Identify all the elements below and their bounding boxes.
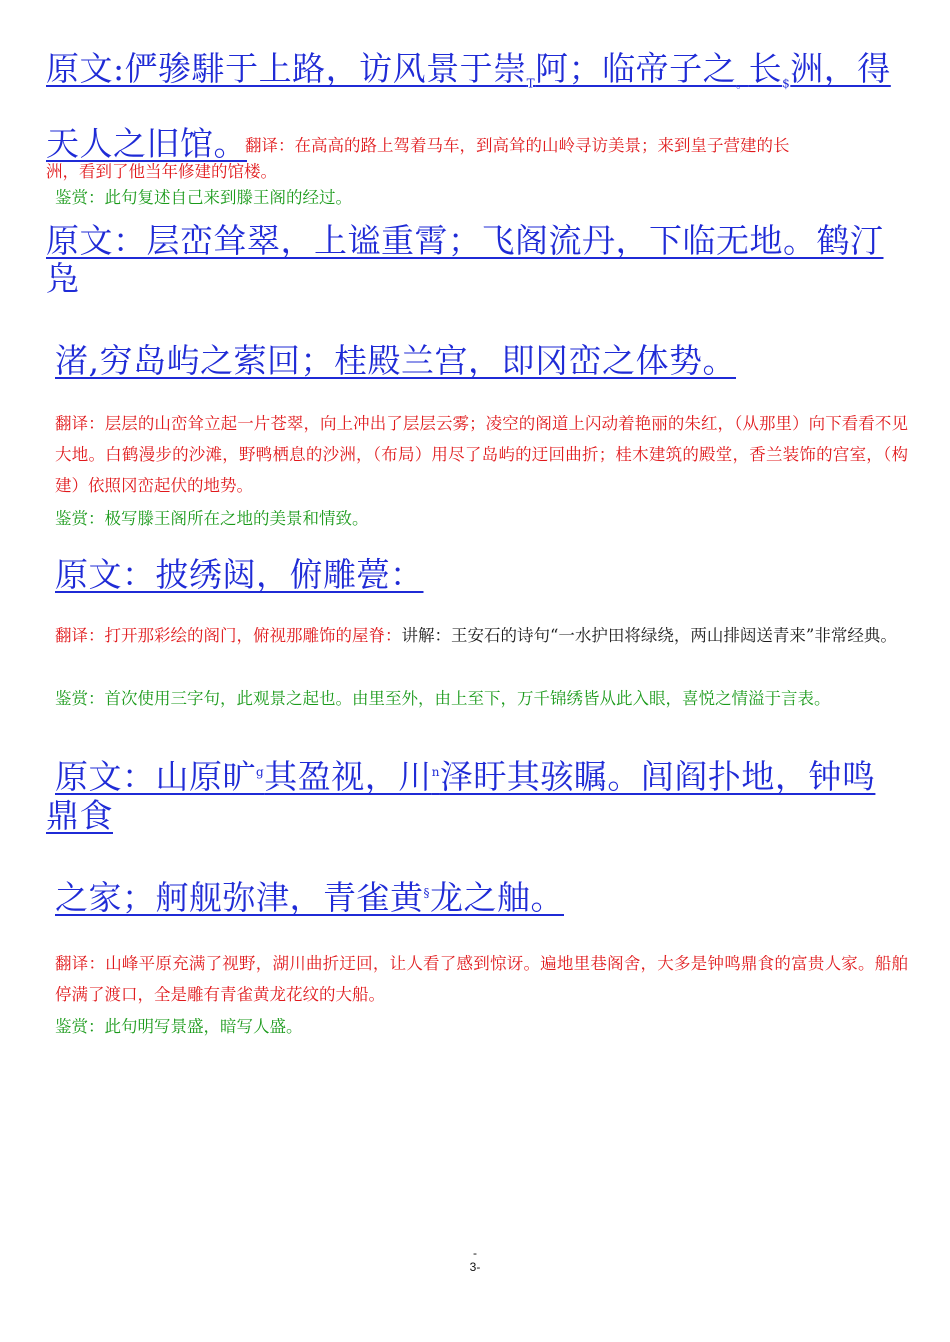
original-text-4-line3: 之家；舸舰弥津，青雀黄§龙之舳。 [55,878,564,917]
explanation-note: 讲解：王安石的诗句“一水护田将绿绕，两山排闼送青来”非常经典。 [401,626,897,645]
appreciation-4: 鉴赏：此句明写景盛，暗写人盛。 [55,1017,303,1036]
original-text-2-line3: 渚,穷岛屿之萦回；桂殿兰宫，即冈峦之体势。 [55,341,736,380]
appreciation-1: 鉴赏：此句复述自己来到滕王阁的经过。 [55,188,352,207]
appreciation-3: 鉴赏：首次使用三字句，此观景之起也。由里至外，由上至下，万千锦绣皆从此入眼，喜悦之情溢于言表。 [55,689,831,708]
original-text-4-line1: 原文：山原旷$^g$其盈视，川$^n$泽盱其骇瞩。闾阎扑地，钟鸣 [55,757,876,796]
annotation-mark: g [256,765,265,779]
translation-3-text: 翻译：打开那彩绘的阁门，俯视那雕饰的屋脊： [55,626,402,645]
translation-1-line2: 洲，看到了他当年修建的馆楼。 [46,162,277,181]
translation-3 [55,620,908,651]
page-number-dash: - [473,1246,477,1260]
page-number-value: 3- [469,1260,481,1274]
annotation-mark: § [423,886,430,900]
translation-2: 翻译：层层的山峦耸立起一片苍翠，向上冲出了层层云雾；凌空的阁道上闪动着艳丽的朱红，（从那里）向下看看不见大地。白鹤漫步的沙滩，野鸭栖息的沙洲，（布局）用尽了岛屿的迂回曲折；桂木建筑的殿堂，香兰装饰的宫室，（构建）依照冈峦起伏的地势。 [55,414,908,495]
annotation-mark: n [431,765,440,779]
original-text-1 [46,48,891,90]
original-text-2-line1: 原文：层峦耸翠，上谧重霄；飞阁流丹，下临无地。鹤汀 [46,221,884,260]
annotation-mark: $ [782,76,791,91]
appreciation-2: 鉴赏：极写滕王阁所在之地的美景和情致。 [55,509,369,528]
original-text-3: 原文：披绣闼，俯雕甍： [55,555,424,594]
translation-4: 翻译：山峰平原充满了视野，湖川曲折迂回，让人看了感到惊讶。遍地里巷阁舍，大多是钟鸣鼎食的富贵人家。船舶停满了渡口，全是雕有青雀黄龙花纹的大船。 [55,954,908,1004]
page-number [455,1246,495,1274]
original-text-4-line2: 鼎食 [46,796,113,835]
annotation-mark: 。 [736,76,749,91]
original-text-2-line2: 凫 [46,259,80,298]
annotation-mark: T [526,76,536,91]
original-text-1-line2: 天人之旧馆。 [46,124,247,163]
original-text-1-line1: 原文:俨骖騑于上路，访风景于崇$_T$阿；临帝子之$_。$长$_{\$}$洲，得 [46,49,891,91]
translation-1-line1: 翻译：在高高的路上驾着马车，到高耸的山岭寻访美景；来到皇子营建的长 [245,136,790,155]
